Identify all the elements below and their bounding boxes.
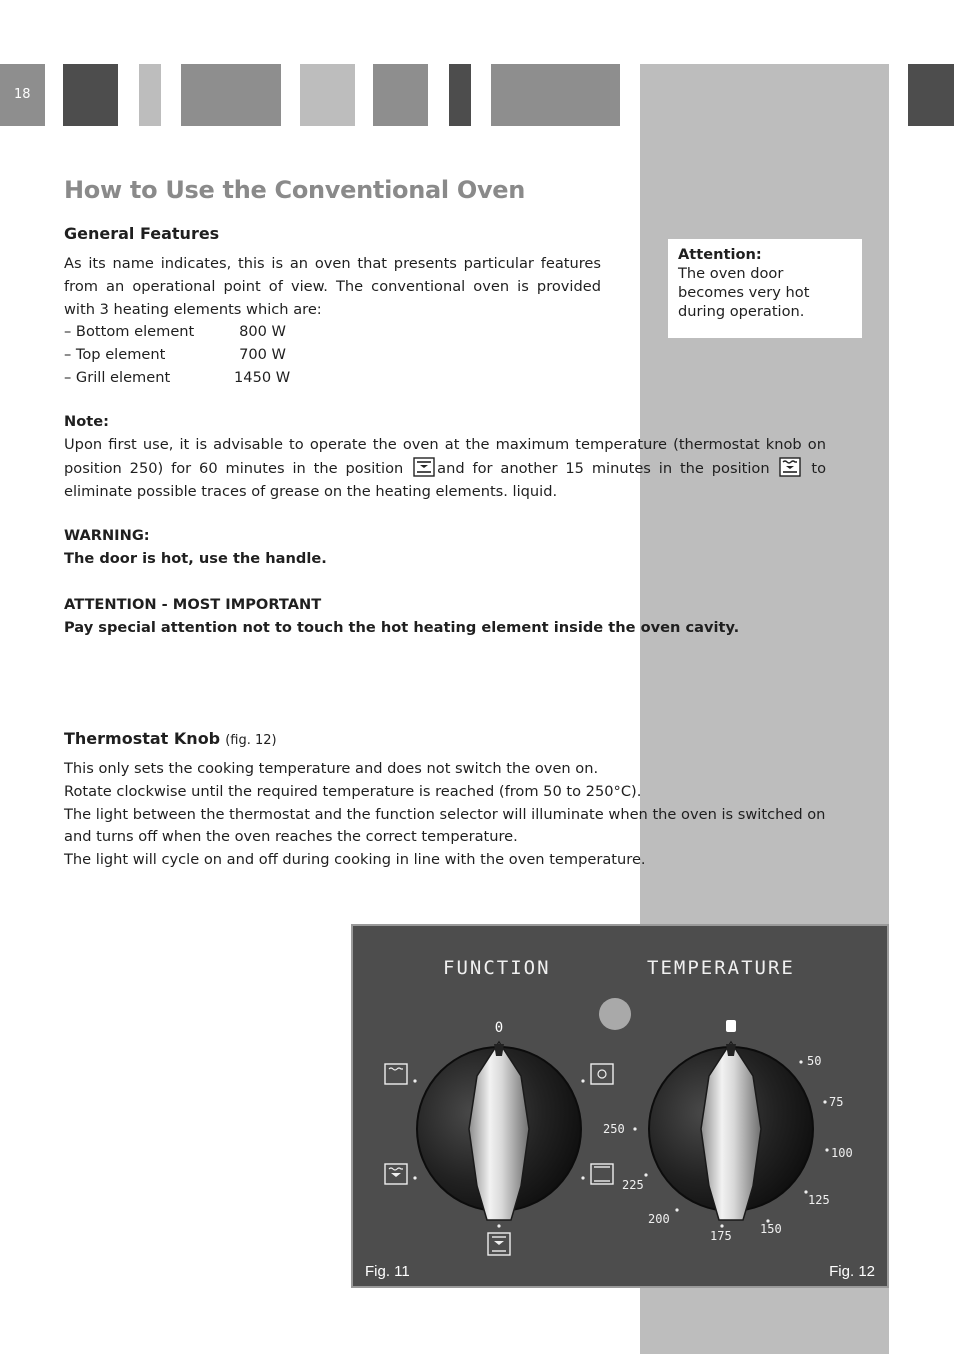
- thermostat-line: This only sets the cooking temperature and does not switch the oven on.: [64, 760, 599, 777]
- header-bar: [139, 64, 161, 126]
- temp-mark-100: 100: [831, 1146, 853, 1160]
- temperature-label: TEMPERATURE: [647, 957, 795, 979]
- note-text: [64, 434, 826, 503]
- note-text-part1: Upon first use, it is advisable to operate the oven at the maximum temperature (thermostat knob on position 250) for 60 minutes in the position: [64, 436, 826, 477]
- temp-mark-250: 250: [603, 1122, 625, 1136]
- element-label: – Grill element: [64, 368, 171, 386]
- function-zero-mark: 0: [494, 1020, 504, 1036]
- general-features-heading: General Features: [64, 224, 220, 243]
- top-bottom-element-icon: [413, 457, 435, 477]
- page-number: 18: [14, 87, 31, 102]
- thermostat-line: The light between the thermostat and the function selector will illuminate when the oven is switched on and turns off when the oven reaches the correct temperature.: [64, 805, 826, 846]
- thermostat-heading-line: [64, 729, 277, 748]
- warning-label: WARNING:: [64, 527, 150, 544]
- thermostat-figref: (fig. 12): [225, 733, 277, 748]
- element-value: 700 W: [239, 345, 286, 363]
- header-bar: [373, 64, 428, 126]
- general-intro: As its name indicates, this is an oven that presents particular features from an operational point of view. The conventional oven is provided with 3 heating elements which are:: [64, 255, 601, 318]
- header-bar: [491, 64, 620, 126]
- fig12-caption: Fig. 12: [829, 1263, 875, 1280]
- list-item: [64, 367, 291, 390]
- attention-box-body: The oven door becomes very hot during operation.: [678, 265, 810, 320]
- fig11-caption: Fig. 11: [365, 1263, 410, 1280]
- thermostat-line: The light will cycle on and off during cooking in line with the oven temperature.: [64, 851, 646, 869]
- list-item: [64, 344, 286, 367]
- header-bar: [908, 64, 954, 126]
- list-item: [64, 321, 286, 344]
- element-label: – Bottom element: [64, 323, 195, 340]
- header-bar: [449, 64, 471, 126]
- attention-important-label: ATTENTION - MOST IMPORTANT: [64, 596, 322, 613]
- attention-box: [668, 239, 862, 338]
- header-bar: [300, 64, 355, 126]
- note-text-part2: and for another 15 minutes in the position: [437, 459, 770, 477]
- thermostat-heading: Thermostat Knob: [64, 729, 221, 748]
- temp-mark-200: 200: [648, 1212, 670, 1226]
- thermostat-text: [64, 758, 830, 872]
- page-title: How to Use the Conventional Oven: [64, 176, 526, 204]
- heating-elements-list: [64, 321, 291, 389]
- temp-mark-50: 50: [807, 1054, 822, 1068]
- note-text-part3: to eliminate possible traces of grease on the heating elements. liquid.: [64, 459, 827, 500]
- temp-mark-75: 75: [829, 1095, 844, 1109]
- element-value: 1450 W: [234, 368, 291, 386]
- element-label: – Top element: [64, 345, 166, 363]
- thermostat-line: Rotate clockwise until the required temperature is reached (from 50 to 250°C).: [64, 782, 642, 800]
- warning-text: The door is hot, use the handle.: [64, 550, 327, 567]
- element-value: 800 W: [239, 323, 286, 340]
- control-panel-figure: [351, 924, 889, 1288]
- page-number-tab: [0, 64, 45, 126]
- attention-important-text: Pay special attention not to touch the hot heating element inside the oven cavity.: [64, 619, 740, 636]
- temp-mark-150: 150: [760, 1222, 782, 1236]
- temp-mark-125: 125: [808, 1193, 830, 1207]
- temp-mark-175: 175: [710, 1229, 732, 1243]
- temp-mark-225: 225: [622, 1178, 644, 1192]
- attention-box-title: Attention:: [678, 246, 762, 263]
- header-bar: [181, 64, 281, 126]
- top-element-icon: [779, 457, 801, 477]
- note-label: Note:: [64, 413, 109, 430]
- temperature-zero-mark: [726, 1020, 736, 1032]
- indicator-light: [599, 998, 631, 1030]
- header-bar: [63, 64, 118, 126]
- function-label: FUNCTION: [443, 957, 551, 979]
